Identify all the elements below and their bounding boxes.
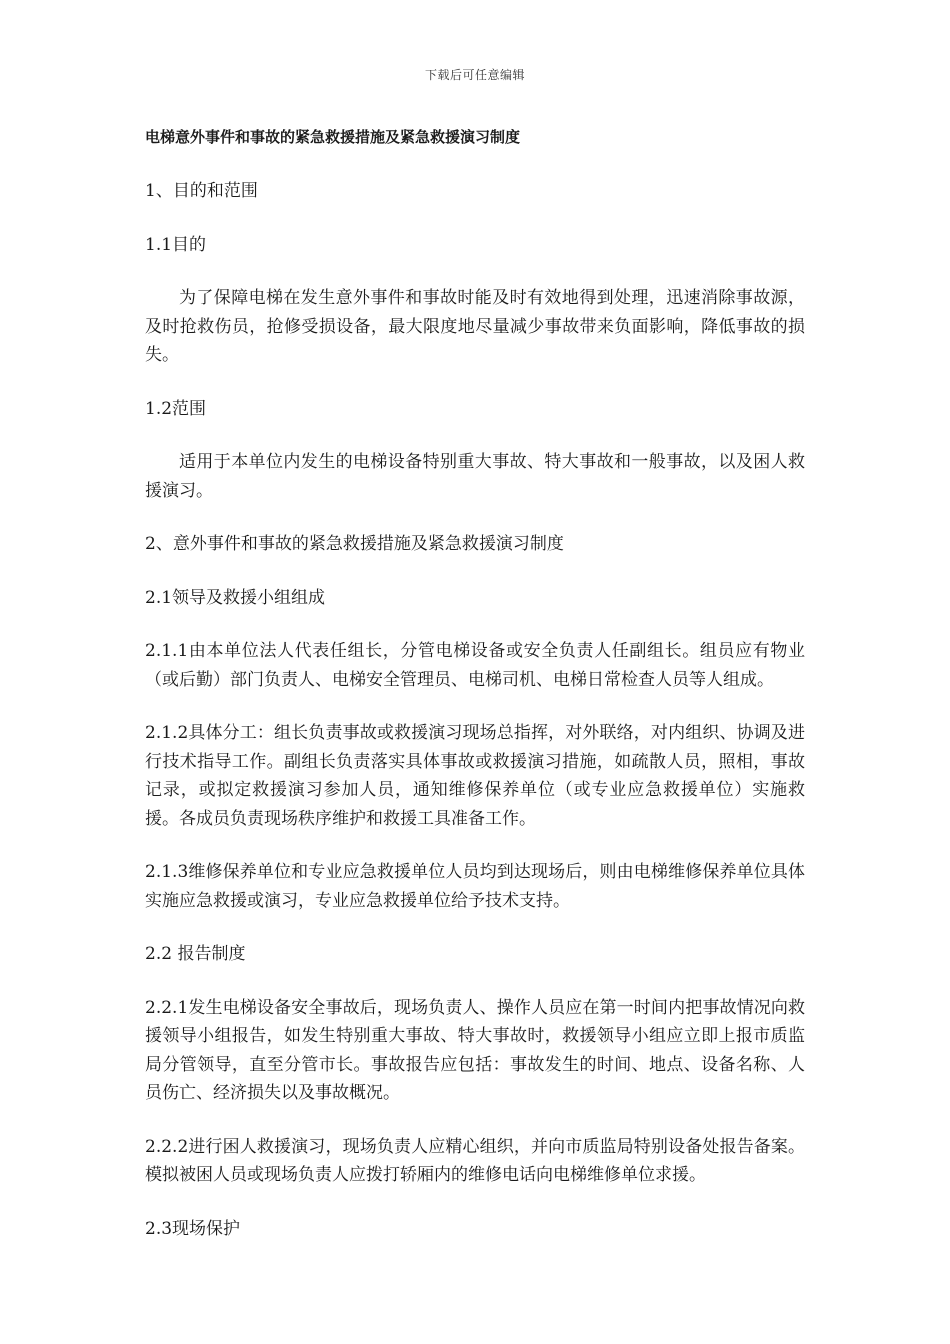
subsection-heading-1-1: 1.1目的: [145, 234, 207, 255]
paragraph-2-1-2: 2.1.2具体分工：组长负责事故或救援演习现场总指挥，对外联络，对内组织、协调及进行技术指导工作。副组长负责落实具体事故或救援演习措施，如疏散人员，照相，事故记录，或拟定救援演习参加人员，通知维修保养单位（或专业应急救援单位）实施救援。各成员负责现场秩序维护和救援工具准备工作。: [145, 723, 805, 829]
subsection-heading-1-2: 1.2范围: [145, 398, 207, 419]
paragraph-scope: 适用于本单位内发生的电梯设备特别重大事故、特大事故和一般事故，以及困人救援演习。: [145, 452, 805, 501]
paragraph-2-1-1: 2.1.1由本单位法人代表任组长，分管电梯设备或安全负责人任副组长。组员应有物业（或后勤）部门负责人、电梯安全管理员、电梯司机、电梯日常检查人员等人组成。: [145, 641, 805, 690]
section-heading-2: 2、意外事件和事故的紧急救援措施及紧急救援演习制度: [145, 534, 564, 554]
paragraph-2-1-3: 2.1.3维修保养单位和专业应急救援单位人员均到达现场后，则由电梯维修保养单位具体实施应急救援或演习，专业应急救援单位给予技术支持。: [145, 862, 805, 911]
paragraph-2-2-2: 2.2.2进行困人救援演习，现场负责人应精心组织，并向市质监局特别设备处报告备案。模拟被困人员或现场负责人应拨打轿厢内的维修电话向电梯维修单位求援。: [145, 1136, 805, 1185]
subsection-heading-2-2: 2.2 报告制度: [145, 944, 246, 964]
subsection-heading-2-3: 2.3现场保护: [145, 1218, 241, 1239]
document-title: 电梯意外事件和事故的紧急救援措施及紧急救援演习制度: [145, 128, 521, 146]
document-body: [145, 123, 805, 1268]
header-note: 下载后可任意编辑: [424, 68, 525, 82]
section-heading-1: 1、目的和范围: [145, 181, 258, 201]
subsection-heading-2-1: 2.1领导及救援小组组成: [145, 587, 326, 608]
paragraph-2-2-1: 2.2.1发生电梯设备安全事故后，现场负责人、操作人员应在第一时间内把事故情况向救援领导小组报告，如发生特别重大事故、特大事故时，救援领导小组应立即上报市质监局分管领导，直至分管市长。事故报告应包括：事故发生的时间、地点、设备名称、人员伤亡、经济损失以及事故概况。: [145, 997, 805, 1103]
paragraph-purpose: 为了保障电梯在发生意外事件和事故时能及时有效地得到处理，迅速消除事故源，及时抢救伤员，抢修受损设备，最大限度地尽量减少事故带来负面影响，降低事故的损失。: [145, 288, 805, 365]
